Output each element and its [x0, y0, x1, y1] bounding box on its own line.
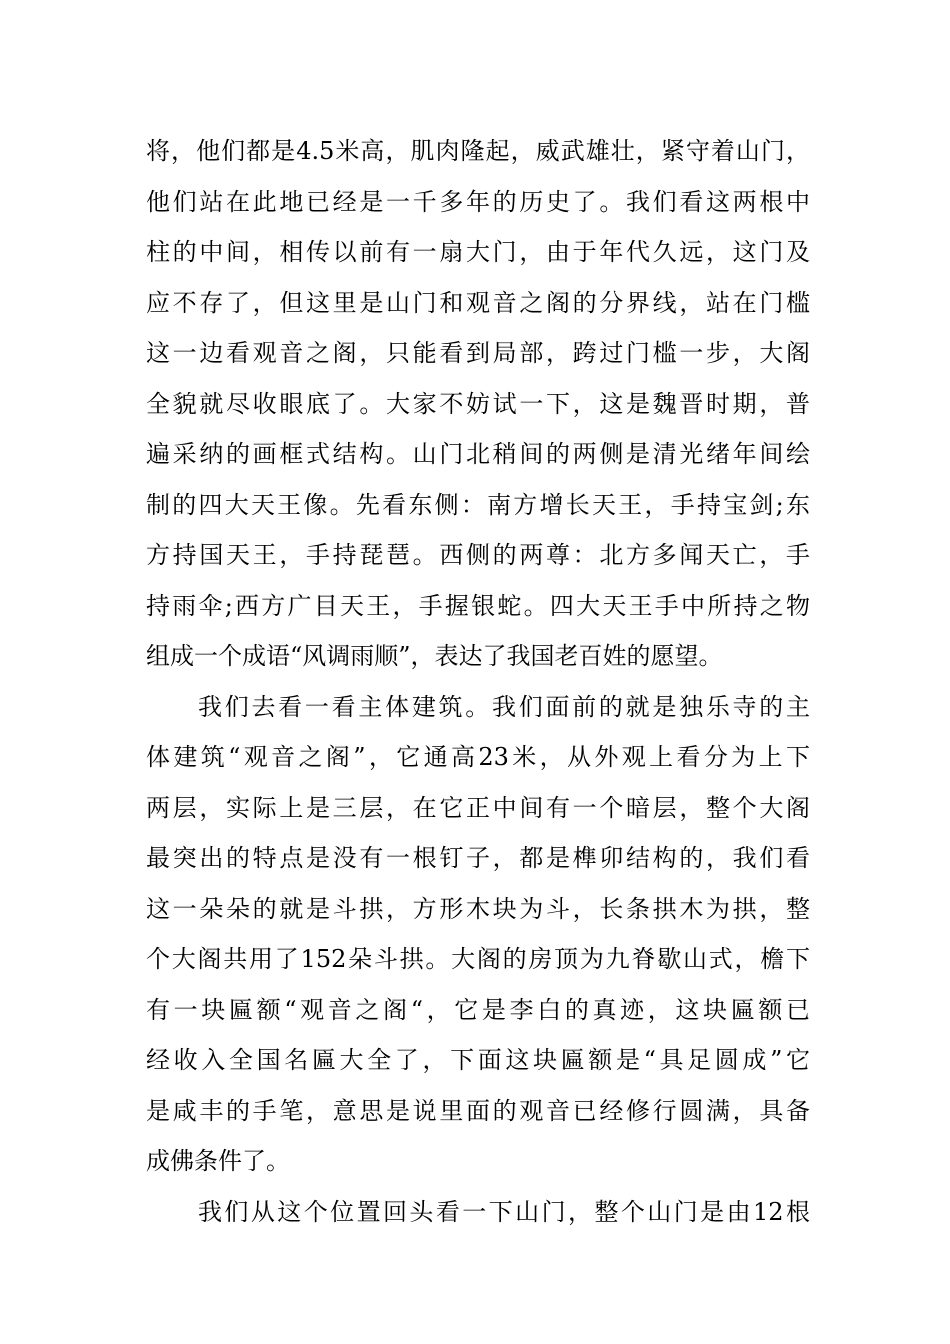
text-line: 个大阁共用了152朵斗拱。大阁的房顶为九脊歇山式，檐下: [146, 945, 810, 973]
text-line: 组成一个成语“风调雨顺”，表达了我国老百姓的愿望。: [146, 642, 723, 670]
text-line: 有一块匾额“观音之阁“，它是李白的真迹，这块匾额已: [146, 995, 810, 1024]
text-line: 我们从这个位置回头看一下山门，整个山门是由12根: [198, 1197, 810, 1226]
text-line: 全貌就尽收眼底了。大家不妨试一下，这是魏晋时期，普: [146, 389, 810, 418]
text-line: 方持国天王，手持琵琶。西侧的两尊：北方多闻天亡，手: [146, 541, 810, 569]
text-line: 成佛条件了。: [146, 1147, 290, 1175]
text-line: 持雨伞;西方广目天王，手握银蛇。四大天王手中所持之物: [146, 591, 810, 620]
text-line: 是咸丰的手笔，意思是说里面的观音已经修行圆满，具备: [146, 1096, 810, 1125]
document-body: [146, 126, 810, 1237]
text-line: 制的四大天王像。先看东侧：南方增长天王，手持宝剑;东: [146, 490, 810, 519]
text-line: 应不存了，但这里是山门和观音之阁的分界线，站在门槛: [146, 288, 810, 317]
text-line: 柱的中间，相传以前有一扇大门，由于年代久远，这门及: [146, 238, 810, 266]
text-line: 最突出的特点是没有一根钉子，都是榫卯结构的，我们看: [146, 844, 810, 872]
text-line: 两层，实际上是三层，在它正中间有一个暗层，整个大阁: [146, 793, 810, 822]
text-line: 我们去看一看主体建筑。我们面前的就是独乐寺的主: [198, 692, 810, 721]
text-line: 这一边看观音之阁，只能看到局部，跨过门槛一步，大阁: [146, 339, 810, 367]
text-line: 将，他们都是4.5米高，肌肉隆起，威武雄壮，紧守着山门，: [146, 137, 810, 165]
text-line: 这一朵朵的就是斗拱，方形木块为斗，长条拱木为拱，整: [146, 894, 810, 923]
text-line: 体建筑“观音之阁”，它通高23米，从外观上看分为上下: [146, 743, 810, 771]
text-line: 经收入全国名匾大全了，下面这块匾额是“具足圆成”它: [146, 1046, 810, 1074]
text-line: 遍采纳的画框式结构。山门北稍间的两侧是清光绪年间绘: [146, 440, 810, 468]
text-line: 他们站在此地已经是一千多年的历史了。我们看这两根中: [146, 187, 810, 216]
